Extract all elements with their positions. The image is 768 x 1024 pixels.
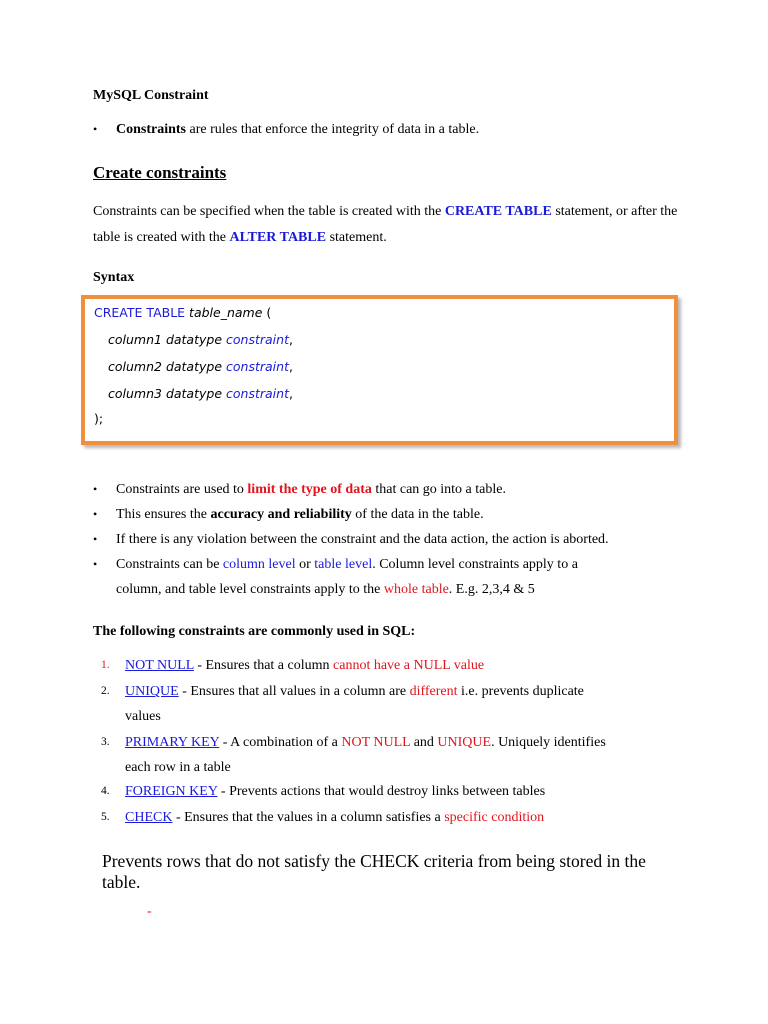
code-line-2: column1 datatype constraint, — [108, 332, 293, 347]
bullet-icon: • — [93, 507, 98, 521]
bullet-icon: • — [93, 122, 98, 136]
alter-table-keyword: ALTER TABLE — [229, 230, 327, 245]
code-line-1: CREATE TABLE table_name ( — [94, 305, 272, 320]
intro-text: Constraints are rules that enforce the integrity of data in a table. — [116, 122, 480, 137]
check-description: Prevents rows that do not satisfy the CHECK criteria from being stored in the table. — [102, 851, 646, 892]
syntax-label: Syntax — [93, 270, 135, 285]
not-null-link[interactable]: NOT NULL — [125, 658, 194, 673]
trailing-dash: - — [147, 904, 152, 919]
bullet-icon: • — [93, 557, 98, 571]
section-heading: Create constraints — [93, 163, 227, 182]
code-line-5: ); — [94, 411, 104, 426]
check-link[interactable]: CHECK — [125, 810, 173, 825]
code-line-3: column2 datatype constraint, — [108, 359, 293, 374]
create-table-keyword: CREATE TABLE — [444, 204, 552, 219]
unique-link[interactable]: UNIQUE — [125, 684, 179, 699]
list-heading: The following constraints are commonly used in SQL: — [93, 624, 416, 639]
bullet-icon: • — [93, 532, 98, 546]
doc-title: MySQL Constraint — [93, 88, 209, 103]
bullet-icon: • — [93, 482, 98, 496]
code-line-4: column3 datatype constraint, — [108, 386, 293, 401]
primary-key-link[interactable]: PRIMARY KEY — [125, 735, 220, 750]
foreign-key-link[interactable]: FOREIGN KEY — [125, 784, 218, 799]
intro-paragraph: Constraints can be specified when the table is created with the CREATE TABLE statement, or after the table is created with the ALTER TABLE statement. — [93, 204, 678, 245]
